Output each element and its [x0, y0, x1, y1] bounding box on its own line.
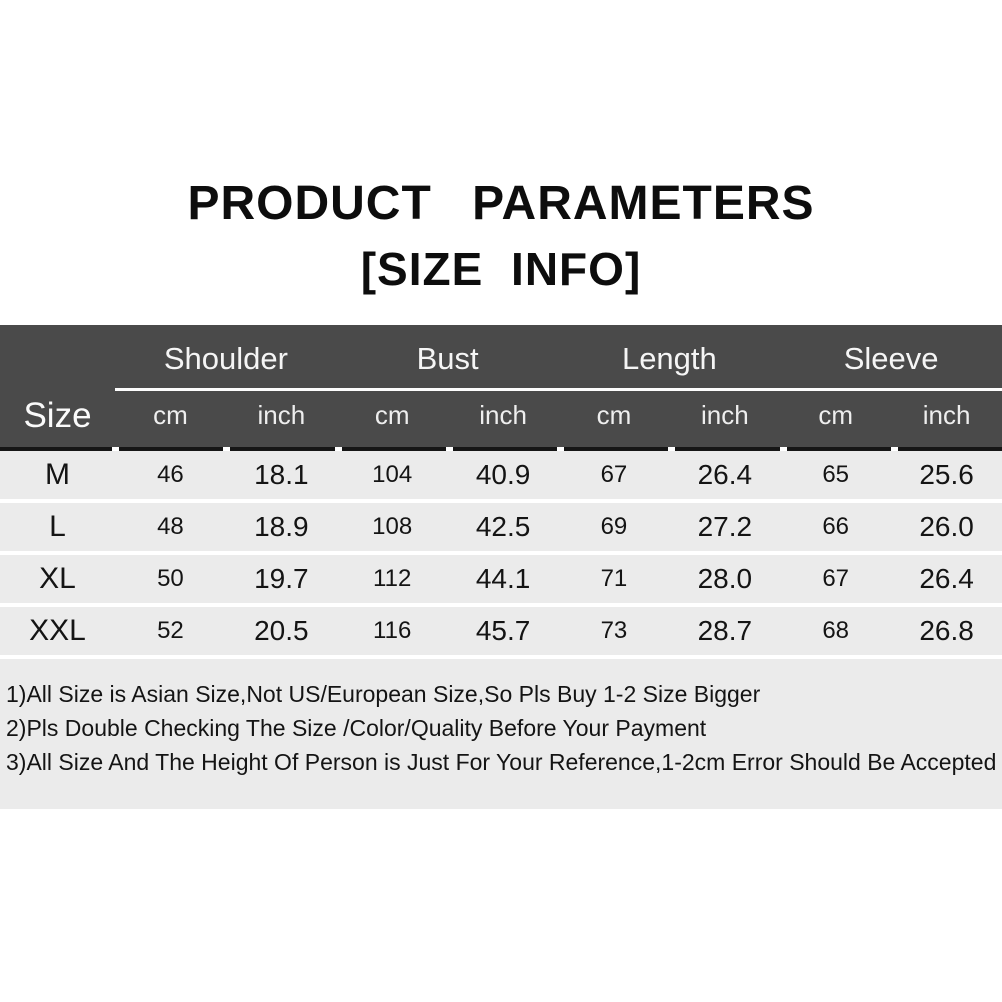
unit-header: cm [818, 400, 854, 430]
unit-header: inch [479, 400, 527, 430]
size-notes [0, 659, 1002, 809]
border-segment [119, 447, 223, 451]
unit-header: inch [257, 400, 306, 430]
table-row-l [0, 503, 1002, 551]
title-block [0, 0, 1002, 297]
note-line-1: 1)All Size is Asian Size,Not US/European Size,So Pls Buy 1-2 Size Bigger [6, 681, 761, 707]
group-header-shoulder: Shoulder [163, 341, 288, 376]
cell-sleeve-cm: 68 [822, 617, 850, 644]
table-row-m [0, 451, 1002, 499]
note-line-2: 2)Pls Double Checking The Size /Color/Quality Before Your Payment [6, 715, 707, 741]
border-segment [230, 447, 334, 451]
cell-shoulder-cm: 48 [157, 513, 184, 540]
page-title: PRODUCT PARAMETERS [187, 177, 815, 230]
border-segment [0, 447, 112, 451]
table-header [0, 325, 1002, 447]
size-label: L [49, 510, 66, 543]
cell-shoulder-cm: 50 [157, 565, 184, 592]
group-header-row [0, 325, 1002, 387]
cell-shoulder-inch: 18.1 [254, 459, 309, 490]
cell-bust-cm: 104 [372, 461, 413, 488]
unit-header: cm [374, 400, 410, 430]
unit-header: cm [153, 400, 188, 430]
cell-sleeve-cm: 67 [822, 565, 850, 592]
size-label: M [45, 458, 70, 491]
cell-sleeve-cm: 66 [822, 513, 850, 540]
border-segment [898, 447, 1002, 451]
table-row-xxl [0, 607, 1002, 655]
size-label: XXL [29, 614, 86, 647]
cell-length-cm: 69 [600, 513, 628, 540]
cell-bust-cm: 116 [373, 617, 412, 644]
header-bottom-border [0, 447, 1002, 451]
cell-sleeve-cm: 65 [822, 461, 850, 488]
size-chart-table [0, 325, 1002, 809]
cell-bust-inch: 42.5 [475, 511, 531, 542]
cell-sleeve-inch: 26.0 [919, 511, 974, 542]
cell-shoulder-inch: 19.7 [254, 563, 309, 594]
unit-header: cm [596, 400, 632, 430]
cell-length-inch: 26.4 [697, 459, 753, 490]
cell-sleeve-inch: 26.4 [919, 563, 974, 594]
group-header-length: Length [621, 341, 717, 376]
note-line-3: 3)All Size And The Height Of Person is Just For Your Reference,1-2cm Error Should Be Accepted [6, 749, 997, 775]
group-header-bust: Bust [416, 341, 479, 376]
header-underline [115, 388, 1002, 391]
border-segment [787, 447, 891, 451]
unit-header: inch [700, 400, 749, 430]
cell-shoulder-cm: 52 [157, 617, 184, 644]
border-segment [564, 447, 668, 451]
cell-bust-inch: 40.9 [475, 459, 531, 490]
cell-length-cm: 67 [600, 461, 628, 488]
size-column-header: Size [23, 395, 92, 435]
cell-length-cm: 73 [600, 617, 628, 644]
unit-header-row [0, 387, 1002, 444]
border-segment [453, 447, 557, 451]
cell-length-inch: 28.0 [697, 563, 753, 594]
cell-shoulder-cm: 46 [157, 461, 184, 488]
cell-length-cm: 71 [600, 565, 628, 592]
cell-bust-cm: 112 [373, 565, 412, 592]
cell-bust-cm: 108 [372, 513, 413, 540]
cell-sleeve-inch: 26.8 [919, 615, 974, 646]
cell-shoulder-inch: 20.5 [254, 615, 309, 646]
cell-shoulder-inch: 18.9 [254, 511, 309, 542]
page-subtitle: [SIZE INFO] [360, 243, 642, 295]
cell-sleeve-inch: 25.6 [919, 459, 974, 490]
border-segment [342, 447, 446, 451]
cell-length-inch: 27.2 [697, 511, 753, 542]
unit-header: inch [922, 400, 971, 430]
cell-bust-inch: 44.1 [475, 563, 531, 594]
cell-length-inch: 28.7 [697, 615, 753, 646]
group-header-sleeve: Sleeve [843, 341, 939, 376]
cell-bust-inch: 45.7 [475, 615, 531, 646]
table-row-xl [0, 555, 1002, 603]
size-label: XL [39, 562, 76, 595]
border-segment [675, 447, 779, 451]
